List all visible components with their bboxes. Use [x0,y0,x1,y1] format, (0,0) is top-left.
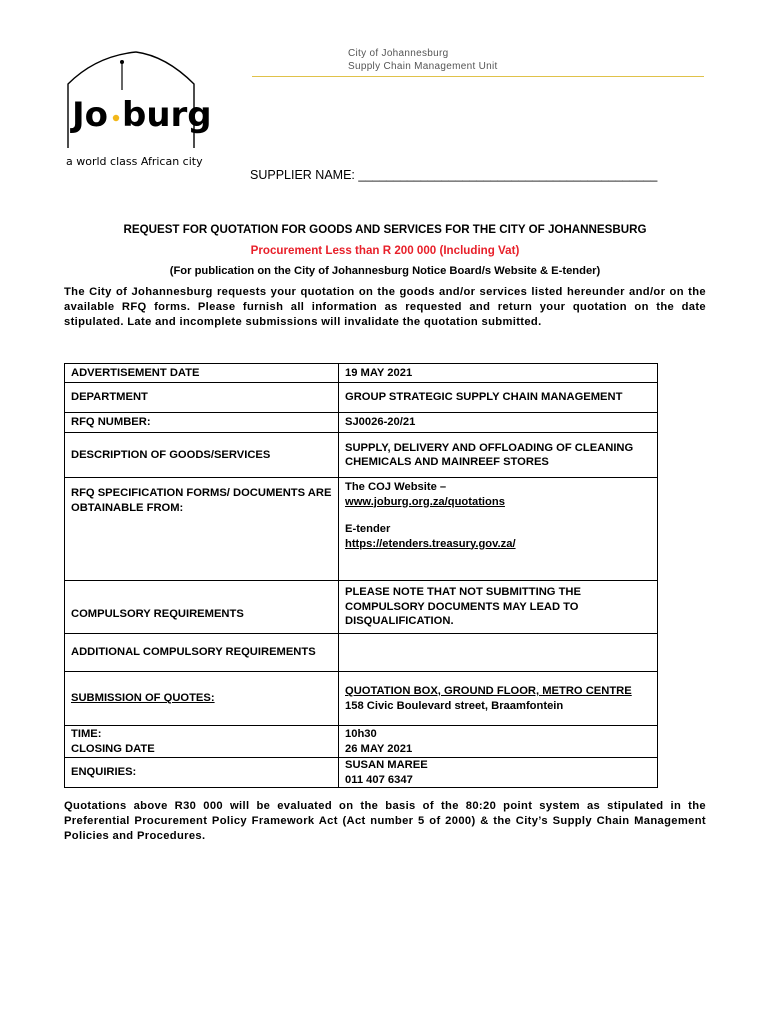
document-title: REQUEST FOR QUOTATION FOR GOODS AND SERVICES FOR THE CITY OF JOHANNESBURG [123,223,647,236]
enquiries-phone: 011 407 6347 [345,773,413,786]
time-label: TIME: [71,728,102,740]
advertisement-date-label: ADVERTISEMENT DATE [65,364,339,383]
evaluation-note: Quotations above R30 000 will be evaluated on the basis of the 80:20 point system as stipulated in the Preferential Procurement Policy Framework Act (Act number 5 of 2000) & the City’s Supply Chain Management Policies and Procedures. [64,800,706,843]
unit-name: Supply Chain Management Unit [348,61,498,72]
table-row [65,433,658,478]
rfq-number: SJ0026-20/21 [339,413,658,433]
time-closing-label [65,726,339,758]
publication-note: (For publication on the City of Johannesburg Notice Board/s Website & E-tender) [169,265,601,277]
svg-text:burg: burg [122,95,212,135]
compulsory-label: COMPULSORY REQUIREMENTS [65,581,339,634]
description: SUPPLY, DELIVERY AND OFFLOADING OF CLEANING CHEMICALS AND MAINREEF STORES [339,433,658,478]
header-rule [252,76,704,77]
supplier-name-field[interactable]: SUPPLIER NAME: ___________________________________________ [250,168,658,182]
logo-wordmark: Jo [72,95,109,135]
table-row [65,672,658,726]
forms-line1: The COJ Website – [345,481,447,493]
enquiries-name: SUSAN MAREE [345,759,428,771]
table-row [65,581,658,634]
org-name: City of Johannesburg [348,48,449,59]
rfq-details-table [64,363,658,788]
closing-date-label: CLOSING DATE [71,742,155,755]
forms-line2: E-tender [345,523,391,535]
closing-date: 26 MAY 2021 [345,742,413,755]
enquiries-label: ENQUIRIES: [65,758,339,788]
forms-cell [339,478,658,581]
submission-cell [339,672,658,726]
compulsory: PLEASE NOTE THAT NOT SUBMITTING THE COMPULSORY DOCUMENTS MAY LEAD TO DISQUALIFICATION. [339,581,658,634]
table-row [65,634,658,672]
department: GROUP STRATEGIC SUPPLY CHAIN MANAGEMENT [339,383,658,413]
coj-website-link[interactable]: www.joburg.org.za/quotations [345,495,505,508]
rfq-number-label: RFQ NUMBER: [65,413,339,433]
enquiries-cell [339,758,658,788]
description-label: DESCRIPTION OF GOODS/SERVICES [65,433,339,478]
joburg-logo [66,50,212,150]
table-row [65,364,658,383]
intro-paragraph: The City of Johannesburg requests your quotation on the goods and/or services listed hereunder and/or on the available RFQ forms. Please furnish all information as requested and return your quotation on the date stipulated. Late and incomplete submissions will invalidate the quotation submitted. [64,286,706,329]
table-row [65,413,658,433]
forms-label: RFQ SPECIFICATION FORMS/ DOCUMENTS ARE OBTAINABLE FROM: [65,478,339,581]
additional-label: ADDITIONAL COMPULSORY REQUIREMENTS [65,634,339,672]
additional [339,634,658,672]
department-label: DEPARTMENT [65,383,339,413]
tagline: a world class African city [66,155,203,168]
time-closing-cell [339,726,658,758]
table-row [65,383,658,413]
time-value: 10h30 [345,728,377,740]
table-row [65,478,658,581]
submission-label: SUBMISSION OF QUOTES: [65,672,339,726]
table-row [65,726,658,758]
procurement-threshold: Procurement Less than R 200 000 (Including Vat) [250,244,520,257]
table-row [65,758,658,788]
submission-line1: QUOTATION BOX, GROUND FLOOR, METRO CENTRE [345,685,632,697]
etender-link[interactable]: https://etenders.treasury.gov.za/ [345,537,516,550]
submission-line2: 158 Civic Boulevard street, Braamfontein [345,699,564,712]
advertisement-date: 19 MAY 2021 [339,364,658,383]
